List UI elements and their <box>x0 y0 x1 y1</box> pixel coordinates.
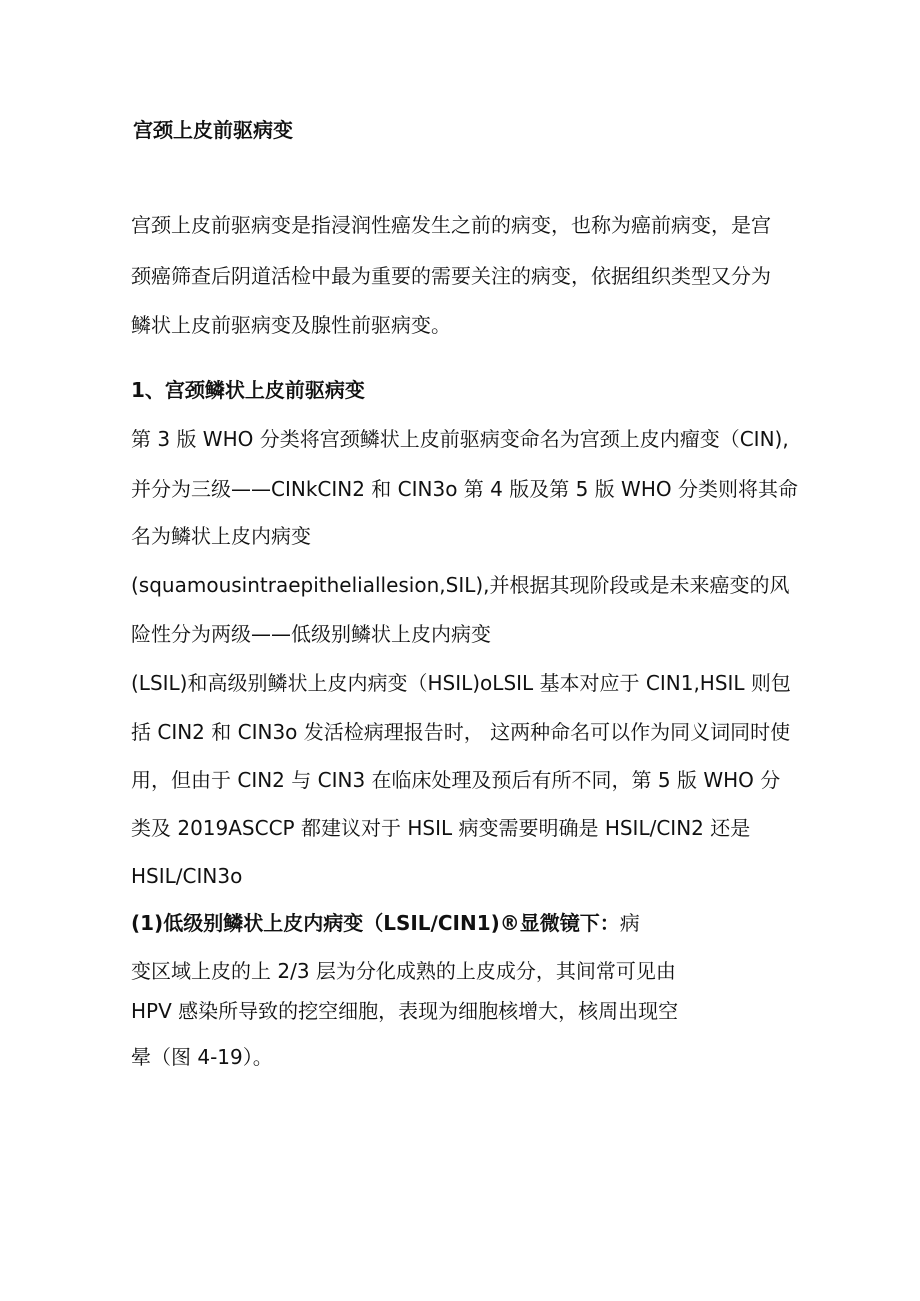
section1-line-2: 并分为三级——CINkCIN2 和 CIN3o 第 4 版及第 5 版 WHO 分类则将其命 <box>131 477 798 501</box>
intro-line-1: 宫颈上皮前驱病变是指浸润性癌发生之前的病变，也称为癌前病变，是宫 <box>131 213 771 237</box>
subsection-line-3: 晕（图 4-19）。 <box>131 1045 273 1069</box>
section1-line-8: 用，但由于 CIN2 与 CIN3 在临床处理及预后有所不同，第 5 版 WHO 分 <box>131 768 781 792</box>
intro-line-2: 颈癌筛查后阴道活检中最为重要的需要关注的病变，依据组织类型又分为 <box>131 264 771 288</box>
intro-line-3: 鳞状上皮前驱病变及腺性前驱病变。 <box>131 313 451 337</box>
subsection-heading-bold: (1)低级别鳞状上皮内病变（LSIL∕CIN1)®显微镜下： <box>131 911 620 935</box>
subsection-line-2: HPV 感染所导致的挖空细胞，表现为细胞核增大，核周出现空 <box>131 999 679 1023</box>
subsection-heading <box>131 910 640 936</box>
section1-line-5: 险性分为两级——低级别鳞状上皮内病变 <box>131 622 491 646</box>
subsection-heading-tail: 病 <box>619 911 640 935</box>
section1-line-3: 名为鳞状上皮内病变 <box>131 524 311 548</box>
section1-heading: 1、宫颈鳞状上皮前驱病变 <box>131 378 365 402</box>
section1-line-10: HSIL∕CIN3o <box>131 864 243 888</box>
section1-line-4: (squamousintraepitheliallesion,SIL),并根据其现阶段或是未来癌变的风 <box>131 573 790 597</box>
section1-line-7: 括 CIN2 和 CIN3o 发活检病理报告时， 这两种命名可以作为同义词同时使 <box>131 720 791 744</box>
document-title: 宫颈上皮前驱病变 <box>133 118 293 142</box>
section1-line-1: 第 3 版 WHO 分类将宫颈鳞状上皮前驱病变命名为宫颈上皮内瘤变（CIN), <box>131 427 789 451</box>
subsection-line-1: 变区域上皮的上 2/3 层为分化成熟的上皮成分，其间常可见由 <box>131 959 676 983</box>
section1-line-6: (LSIL)和高级别鳞状上皮内病变（HSIL)oLSIL 基本对应于 CIN1,HSIL 则包 <box>131 671 791 695</box>
section1-line-9: 类及 2019ASCCP 都建议对于 HSIL 病变需要明确是 HSIL/CIN2 还是 <box>131 816 751 840</box>
